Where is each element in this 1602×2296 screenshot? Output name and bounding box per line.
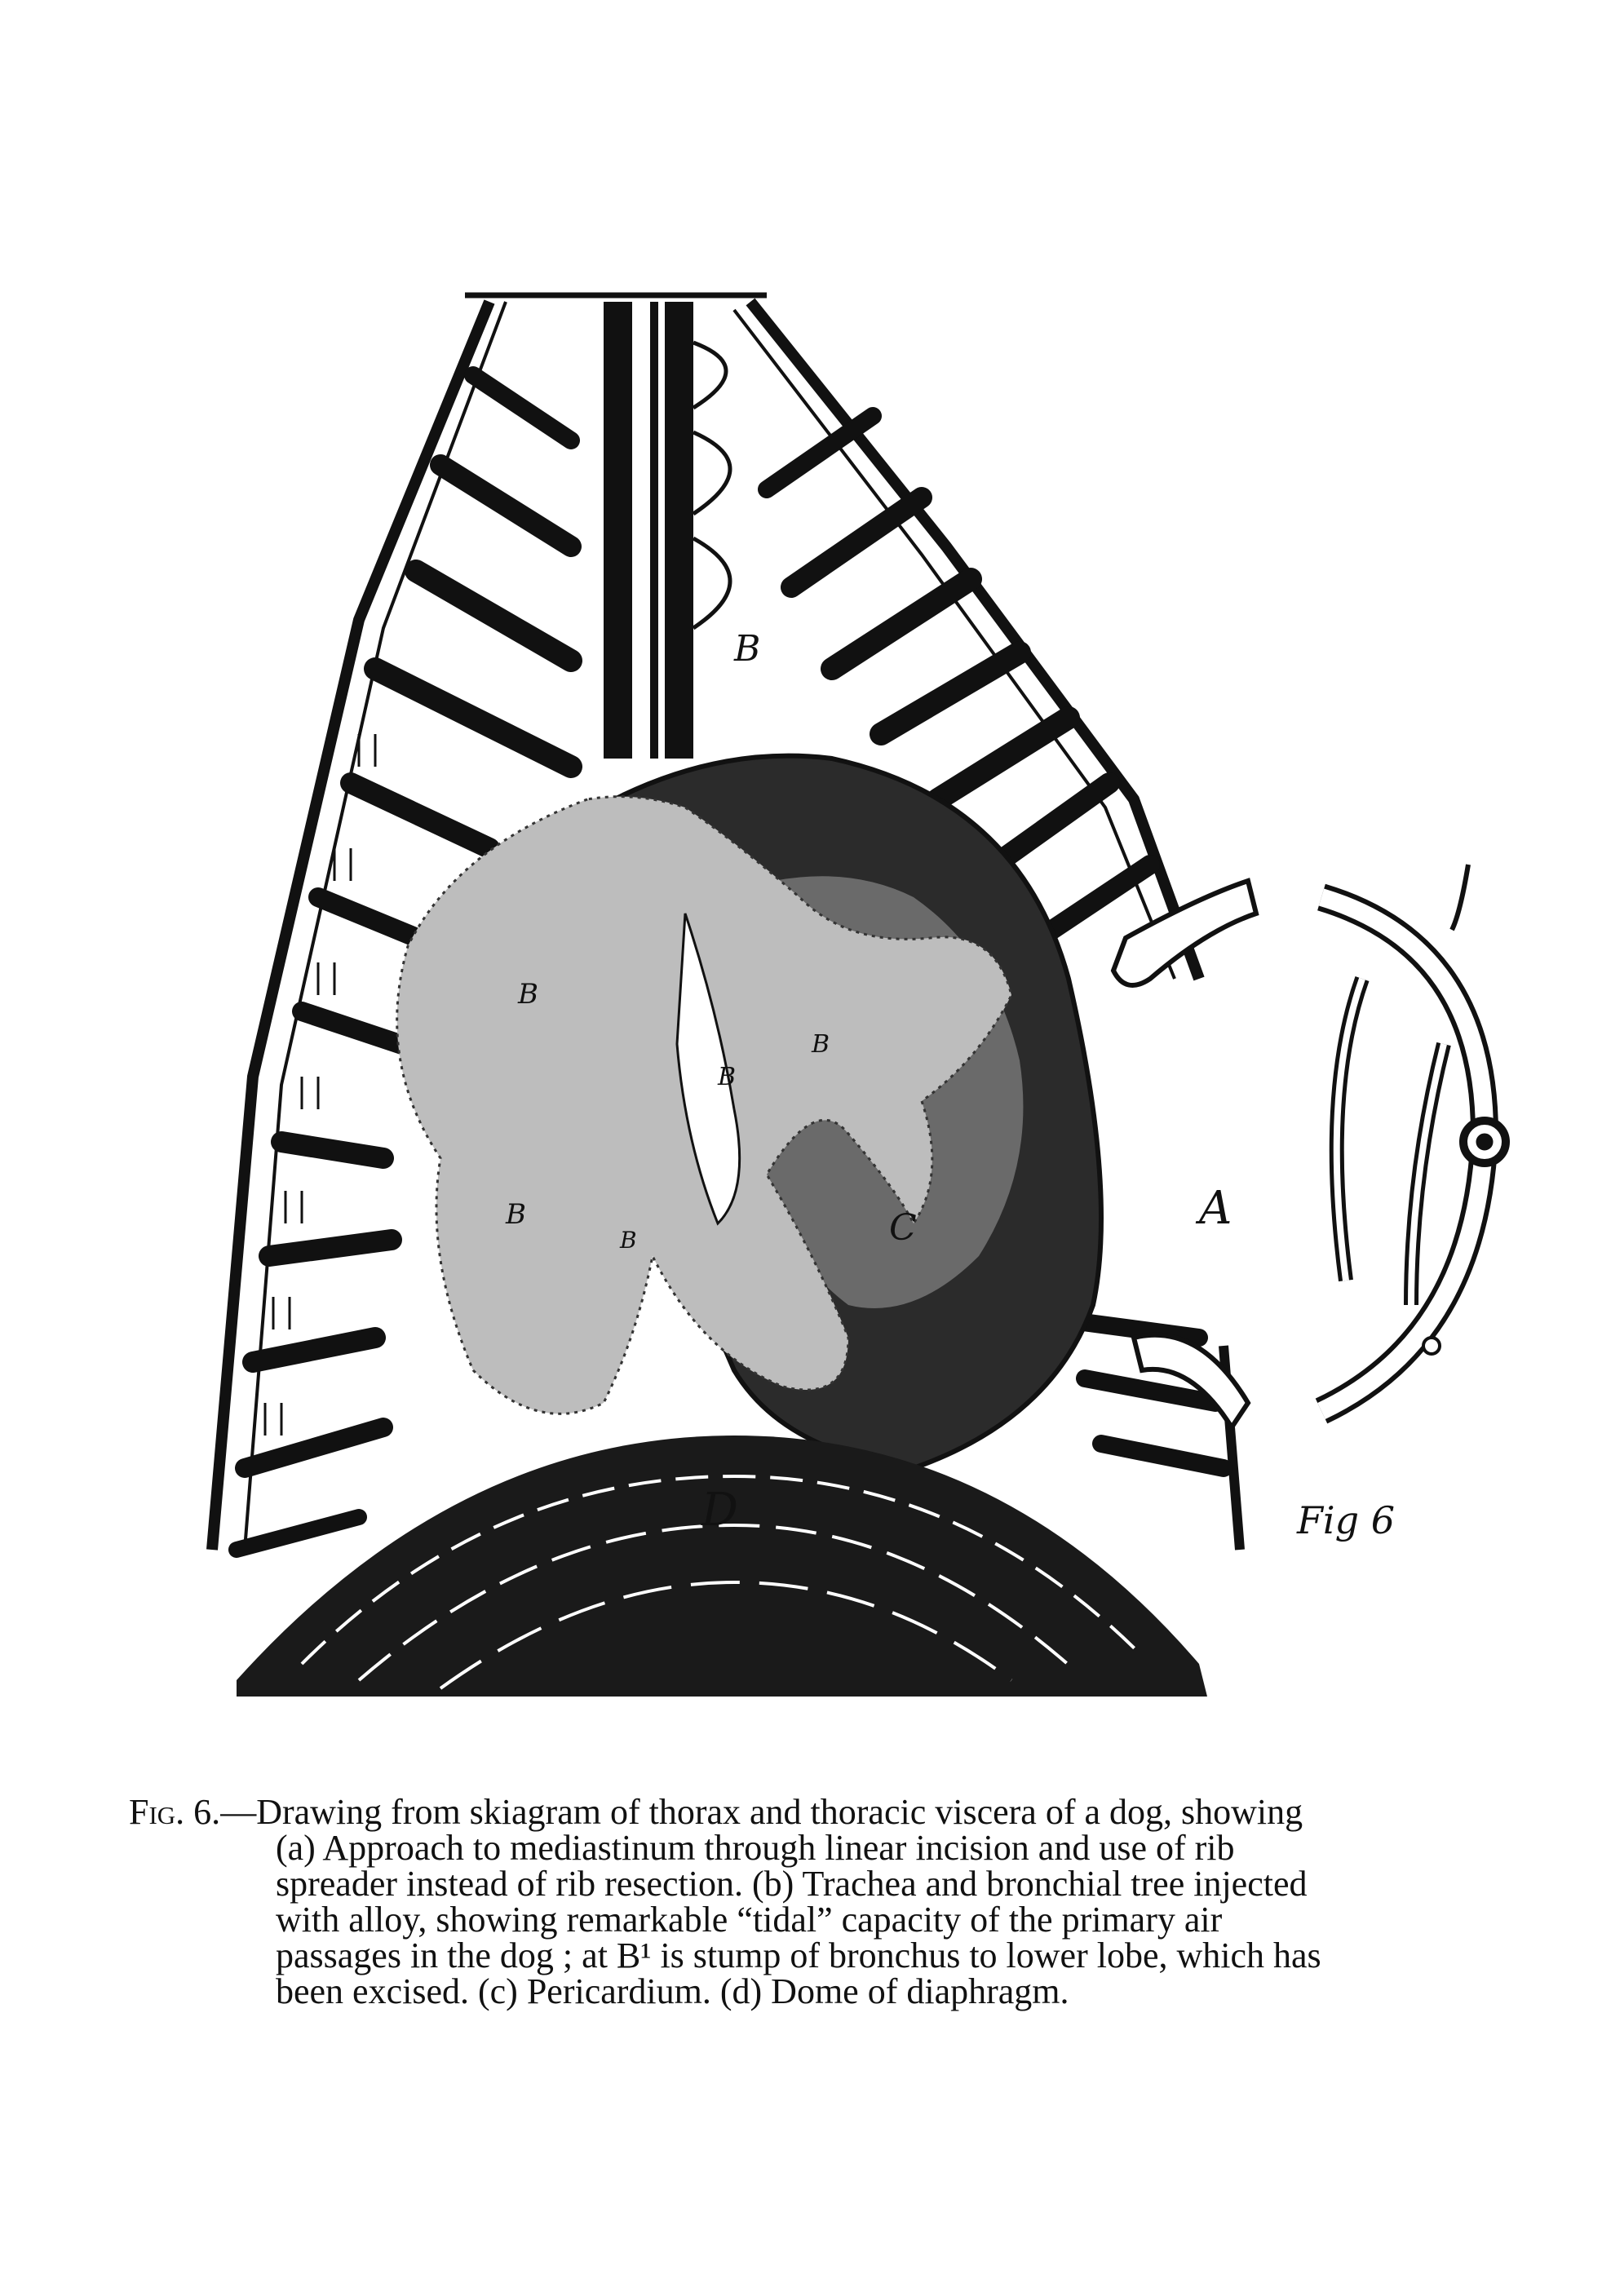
caption-line-4: with alloy, showing remarkable “tidal” capacity of the primary air — [276, 1900, 1223, 1940]
vertebra-bumps — [693, 343, 730, 628]
label-diaphragm: D — [701, 1484, 738, 1537]
caption-lead: Fig. 6. — [129, 1792, 221, 1832]
label-spreader: A — [1199, 1182, 1232, 1235]
label-bronchus-right: B — [812, 1030, 830, 1059]
label-bronchus-lower: B — [506, 1198, 526, 1231]
caption-line-1-text: —Drawing from skiagram of thorax and thoracic viscera of a dog, showing — [220, 1792, 1303, 1832]
rib-spreader — [1113, 865, 1506, 1427]
caption-line-2: (a) Approach to mediastinum through linear incision and use of rib — [276, 1828, 1235, 1868]
thorax-illustration — [114, 277, 1533, 1811]
trachea — [604, 302, 693, 759]
thorax-drawing — [114, 277, 1533, 1811]
label-trachea: B — [734, 628, 761, 670]
figure-caption — [129, 1794, 1499, 2010]
label-bronchus-mid: B — [718, 1063, 737, 1091]
caption-line-1 — [129, 1794, 1499, 1830]
caption-line-5: passages in the dog ; at B¹ is stump of bronchus to lower lobe, which has — [276, 1935, 1321, 1975]
caption-line-6: been excised. (c) Pericardium. (d) Dome of diaphragm. — [276, 1971, 1069, 2011]
label-pericardium: C — [889, 1207, 917, 1249]
caption-line-3: spreader instead of rib resection. (b) Trachea and bronchial tree injected — [276, 1864, 1308, 1904]
label-bronchus-small: B — [620, 1227, 637, 1254]
label-fig-note: Fig 6 — [1297, 1498, 1395, 1542]
label-bronchus-left: B — [518, 978, 538, 1011]
